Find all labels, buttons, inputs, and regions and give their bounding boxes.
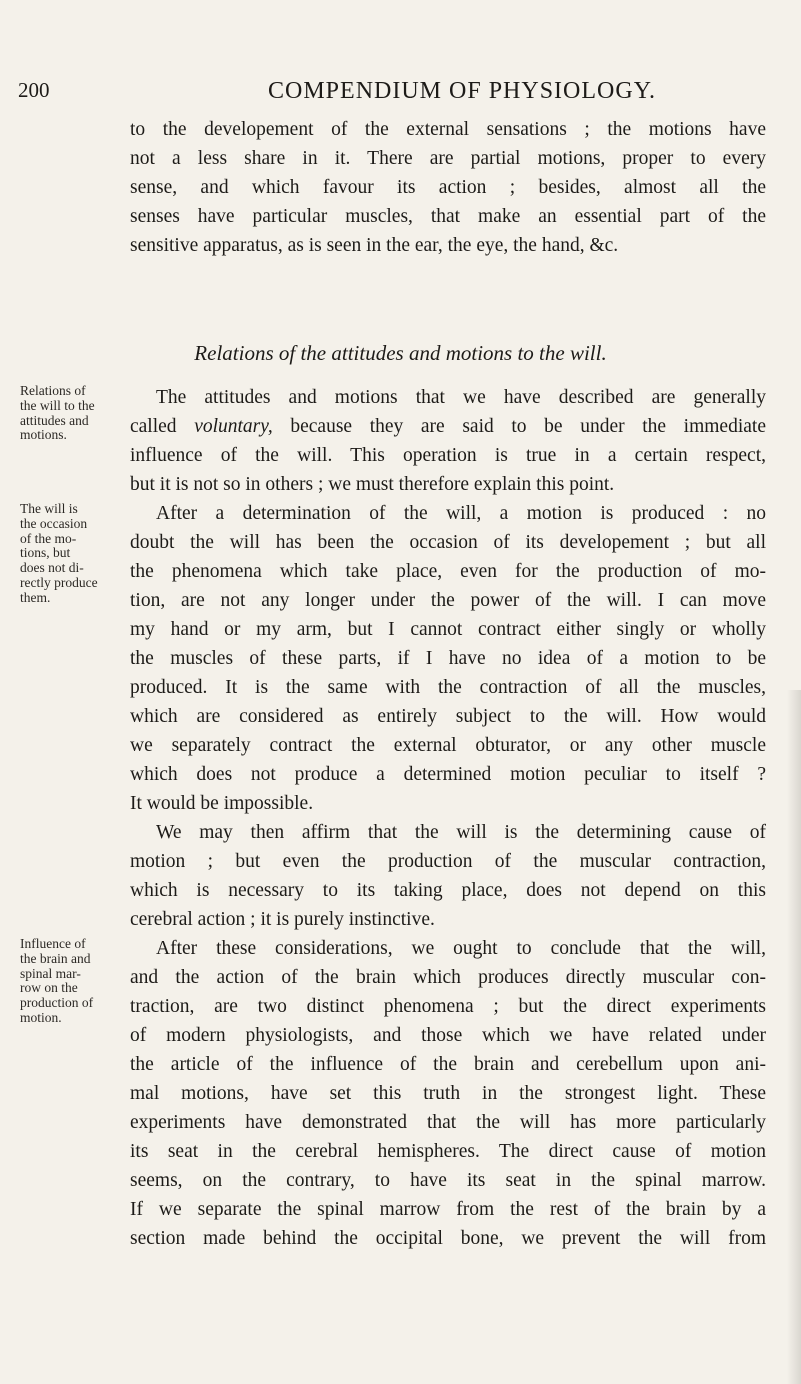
margin-note-relations	[20, 384, 130, 443]
margin-note-line: Relations of	[20, 383, 86, 398]
margin-note-line: the brain and	[20, 950, 91, 966]
margin-note-line: does not di-	[20, 560, 84, 576]
text-line: experiments have demonstrated that the will has more particularly	[130, 1112, 766, 1133]
text-line: mal motions, have set this truth in the strongest light. These	[130, 1083, 766, 1104]
text-line: but it is not so in others ; we must therefore explain this point.	[130, 474, 615, 495]
text-line: the phenomena which take place, even for the production of mo-	[130, 561, 766, 582]
text-line: produced. It is the same with the contraction of all the muscles,	[130, 677, 766, 698]
text-line: section made behind the occipital bone, we prevent the will from	[130, 1228, 766, 1249]
text-line: tion, are not any longer under the power of the will. I can move	[130, 590, 766, 611]
text-line: to the developement of the external sensations ; the motions have	[130, 119, 766, 140]
text-line: sense, and which favour its action ; besides, almost all the	[130, 177, 766, 198]
margin-note-line: motion.	[20, 1009, 62, 1025]
text-line: doubt the will has been the occasion of its developement ; but all	[130, 532, 766, 553]
text-line: The attitudes and motions that we have described are generally	[156, 387, 766, 408]
section-title: Relations of the attitudes and motions to the will.	[194, 341, 607, 365]
margin-note-line: production of	[20, 995, 94, 1011]
margin-note-will-occasion	[20, 502, 130, 606]
text-line: sensitive apparatus, as is seen in the ear, the eye, the hand, &c.	[130, 235, 619, 256]
text-line: the article of the influence of the brain and cerebellum upon ani-	[130, 1054, 766, 1075]
text-line: and the action of the brain which produces directly muscular con-	[130, 967, 766, 988]
text-line: seems, on the contrary, to have its seat in the spinal marrow.	[130, 1170, 766, 1191]
text-line: not a less share in it. There are partial motions, proper to every	[130, 148, 766, 169]
margin-note-line: row on the	[20, 980, 78, 996]
margin-note-line: the occasion	[20, 515, 88, 531]
text-line: we separately contract the external obturator, or any other muscle	[130, 735, 766, 756]
text-line: cerebral action ; it is purely instinctive.	[130, 909, 435, 930]
text-line: my hand or my arm, but I cannot contract either singly or wholly	[130, 619, 766, 640]
text-fragment: called	[130, 416, 195, 437]
text-line	[130, 413, 766, 441]
margin-note-line: attitudes and	[20, 412, 89, 428]
page-number: 200	[18, 78, 50, 102]
margin-note-line: rectly produce	[20, 574, 98, 590]
margin-note-line: tions, but	[20, 545, 71, 561]
text-line: If we separate the spinal marrow from the rest of the brain by a	[130, 1199, 766, 1220]
margin-note-line: The will is	[20, 501, 78, 516]
text-line: senses have particular muscles, that make an essential part of the	[130, 206, 766, 227]
text-line: motion ; but even the production of the muscular contraction,	[130, 851, 766, 872]
margin-note-line: motions.	[20, 427, 67, 443]
text-line: which is necessary to its taking place, does not depend on this	[130, 880, 766, 901]
page-edge-shadow	[787, 690, 801, 1384]
running-title: COMPENDIUM OF PHYSIOLOGY.	[268, 78, 656, 104]
margin-note-line: spinal mar-	[20, 965, 81, 981]
text-line: After these considerations, we ought to conclude that the will,	[156, 938, 766, 959]
italic-term: voluntary,	[194, 416, 273, 437]
text-line: which are considered as entirely subject to the will. How would	[130, 706, 766, 727]
margin-note-line: of the mo-	[20, 530, 77, 546]
text-line: We may then affirm that the will is the determining cause of	[156, 822, 766, 843]
margin-note-line: Influence of	[20, 936, 86, 951]
text-fragment: because they are said to be under the immediate	[272, 416, 766, 437]
margin-note-line: them.	[20, 589, 51, 605]
text-line: of modern physiologists, and those which we have related under	[130, 1025, 766, 1046]
text-line: After a determination of the will, a motion is produced : no	[156, 503, 766, 524]
text-line: its seat in the cerebral hemispheres. The direct cause of motion	[130, 1141, 766, 1162]
margin-note-line: the will to the	[20, 397, 95, 413]
text-line: It would be impossible.	[130, 793, 314, 814]
text-line: traction, are two distinct phenomena ; but the direct experiments	[130, 996, 766, 1017]
text-line: which does not produce a determined motion peculiar to itself ?	[130, 764, 766, 785]
margin-note-influence	[20, 937, 130, 1026]
text-line: influence of the will. This operation is true in a certain respect,	[130, 445, 766, 466]
text-line: the muscles of these parts, if I have no idea of a motion to be	[130, 648, 766, 669]
